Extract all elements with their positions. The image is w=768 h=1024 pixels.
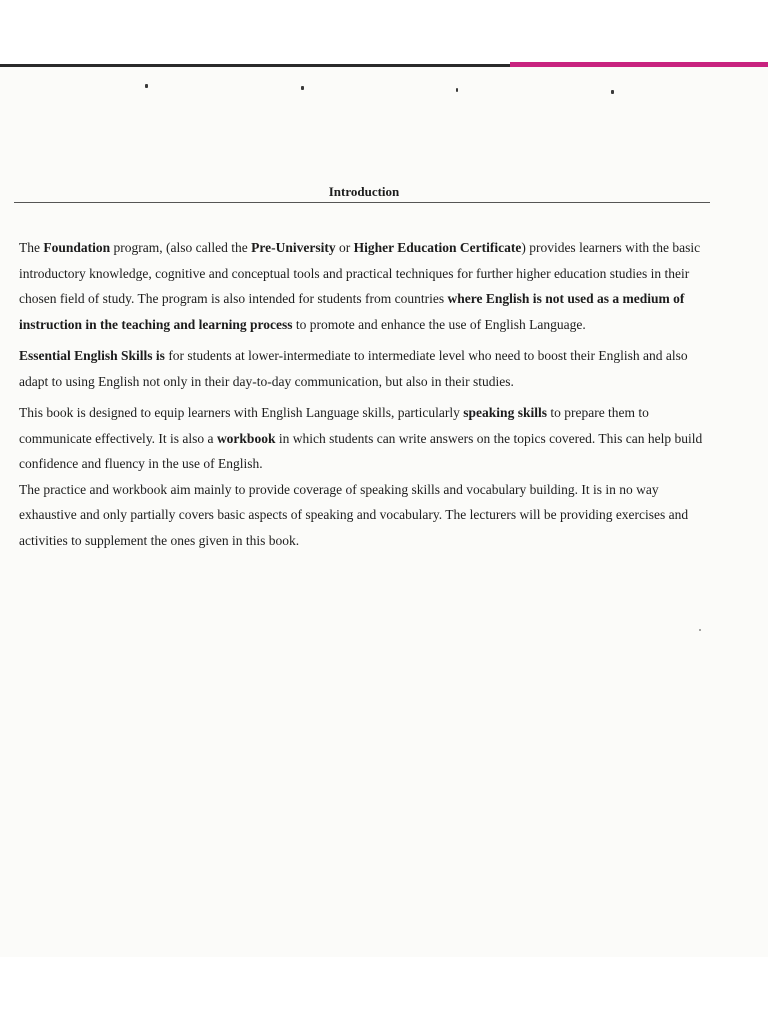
body-paragraph [19,477,711,554]
paragraph-text: to promote and enhance the use of English Language. [292,316,586,332]
body-paragraph [19,400,711,477]
binding-hole-mark [611,90,614,94]
scan-bottom-margin [0,957,768,1024]
paragraph-text: for students at lower-intermediate to intermediate level who need to boost their English and also adapt to using English not only in their day-to-day communication, but also in their studies. [19,348,688,389]
emphasis-text: Essential English Skills is [19,348,165,363]
emphasis-text: Higher Education Certificate [353,240,522,255]
paragraph-text: or [335,240,354,255]
page-title: Introduction [328,184,400,199]
emphasis-text: Foundation [43,240,111,255]
paragraph-text: This book is designed to equip learners with English Language skills, particularly [19,405,464,420]
binding-hole-mark [456,88,458,92]
binding-hole-mark [301,86,304,90]
body-paragraph [19,343,711,394]
emphasis-text: speaking skills [463,405,547,420]
title-underline-rule [14,202,710,203]
binding-hole-mark [145,84,148,88]
emphasis-text: Pre-University [251,240,336,255]
paragraph-text: The practice and workbook aim mainly to provide coverage of speaking skills and vocabulary building. It is in no way exhaustive and only partially covers basic aspects of speaking and vocabulary. The lecturers will be providing exercises and activities to supplement the ones given in this book. [19,481,689,548]
emphasis-text: workbook [216,430,276,446]
paragraph-text: ) provides learners with the basic introductory knowledge, cognitive and conceptual tools and practical techniques for further higher education studies in their chosen field of study. The program is also intended for students from countries [19,240,701,306]
scan-top-margin [0,0,768,64]
paragraph-text: The [19,240,44,255]
body-paragraph [19,235,711,337]
paragraph-text: in which students can write answers on the topics covered. This can help build confidence and fluency in the use of English. [19,430,703,471]
emphasis-text: where English is not used as a medium of instruction in the teaching and learning process [19,291,685,332]
paragraph-text: program, (also called the [110,240,252,255]
paragraph-text: to prepare them to communicate effectively. It is also a [19,405,649,446]
introduction-body [19,235,711,553]
scan-speck [699,629,701,631]
